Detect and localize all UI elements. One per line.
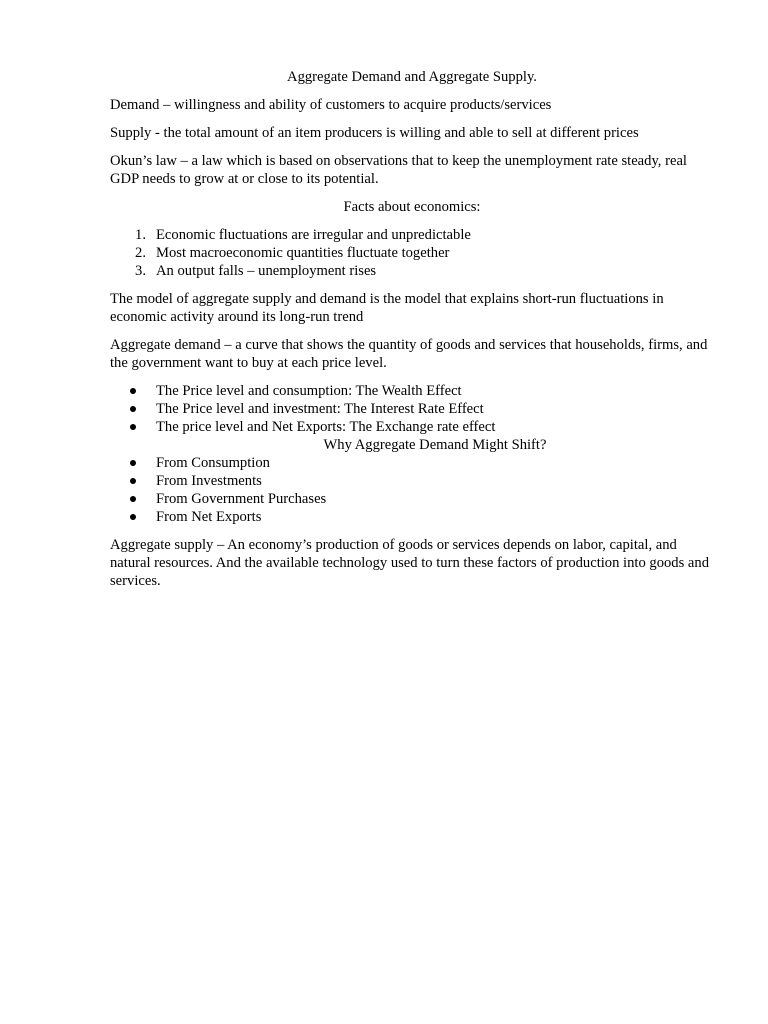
paragraph-aggregate-demand: Aggregate demand – a curve that shows the quantity of goods and services that households, firms, and the government want to buy at each price level.: [110, 337, 708, 371]
list-item: [110, 490, 714, 508]
bullet-icon: [130, 508, 140, 526]
list-number: 2.: [135, 245, 146, 261]
effects-list: [110, 382, 714, 436]
list-number: 3.: [135, 263, 146, 279]
list-item: [110, 472, 714, 490]
bullet-icon: [130, 400, 140, 418]
paragraph-okuns-law: Okun’s law – a law which is based on observations that to keep the unemployment rate steady, real GDP needs to grow at or close to its potential.: [110, 153, 687, 187]
bullet-icon: [130, 490, 140, 508]
facts-heading: Facts about economics:: [343, 199, 481, 215]
list-item: [110, 226, 714, 244]
list-item: [110, 454, 714, 472]
list-item: [110, 244, 714, 262]
shifts-list: [110, 454, 714, 526]
list-item-text: An output falls – unemployment rises: [156, 263, 377, 279]
list-item-text: The Price level and investment: The Interest Rate Effect: [156, 401, 484, 417]
bullet-icon: [130, 382, 140, 400]
list-item-text: From Government Purchases: [156, 491, 327, 507]
list-item-text: Economic fluctuations are irregular and unpredictable: [156, 227, 471, 243]
bullet-icon: [130, 472, 140, 490]
bullet-icon: [130, 418, 140, 436]
list-item: [110, 418, 714, 436]
list-item-text: The price level and Net Exports: The Exchange rate effect: [156, 419, 496, 435]
list-item: [110, 400, 714, 418]
list-number: 1.: [135, 227, 146, 243]
list-item: [110, 262, 714, 280]
document-body: [110, 68, 714, 600]
paragraph-aggregate-supply: Aggregate supply – An economy’s production of goods or services depends on labor, capital, and natural resources. And the available technology used to turn these factors of production into goods and services.: [110, 537, 709, 589]
list-item: [110, 508, 714, 526]
paragraph-as-ad-model: The model of aggregate supply and demand is the model that explains short-run fluctuations in economic activity around its long-run trend: [110, 291, 664, 325]
list-item-text: From Consumption: [156, 455, 270, 471]
paragraph-demand-definition: Demand – willingness and ability of customers to acquire products/services: [110, 97, 552, 113]
shift-heading: Why Aggregate Demand Might Shift?: [323, 437, 547, 453]
document-title: Aggregate Demand and Aggregate Supply.: [287, 69, 537, 85]
list-item-text: From Net Exports: [156, 509, 262, 525]
list-item: [110, 382, 714, 400]
list-item-text: From Investments: [156, 473, 262, 489]
facts-list: [110, 226, 714, 280]
list-item-text: The Price level and consumption: The Wealth Effect: [156, 383, 462, 399]
list-item-text: Most macroeconomic quantities fluctuate together: [156, 245, 450, 261]
bullet-icon: [130, 454, 140, 472]
paragraph-supply-definition: Supply - the total amount of an item producers is willing and able to sell at different prices: [110, 125, 639, 141]
